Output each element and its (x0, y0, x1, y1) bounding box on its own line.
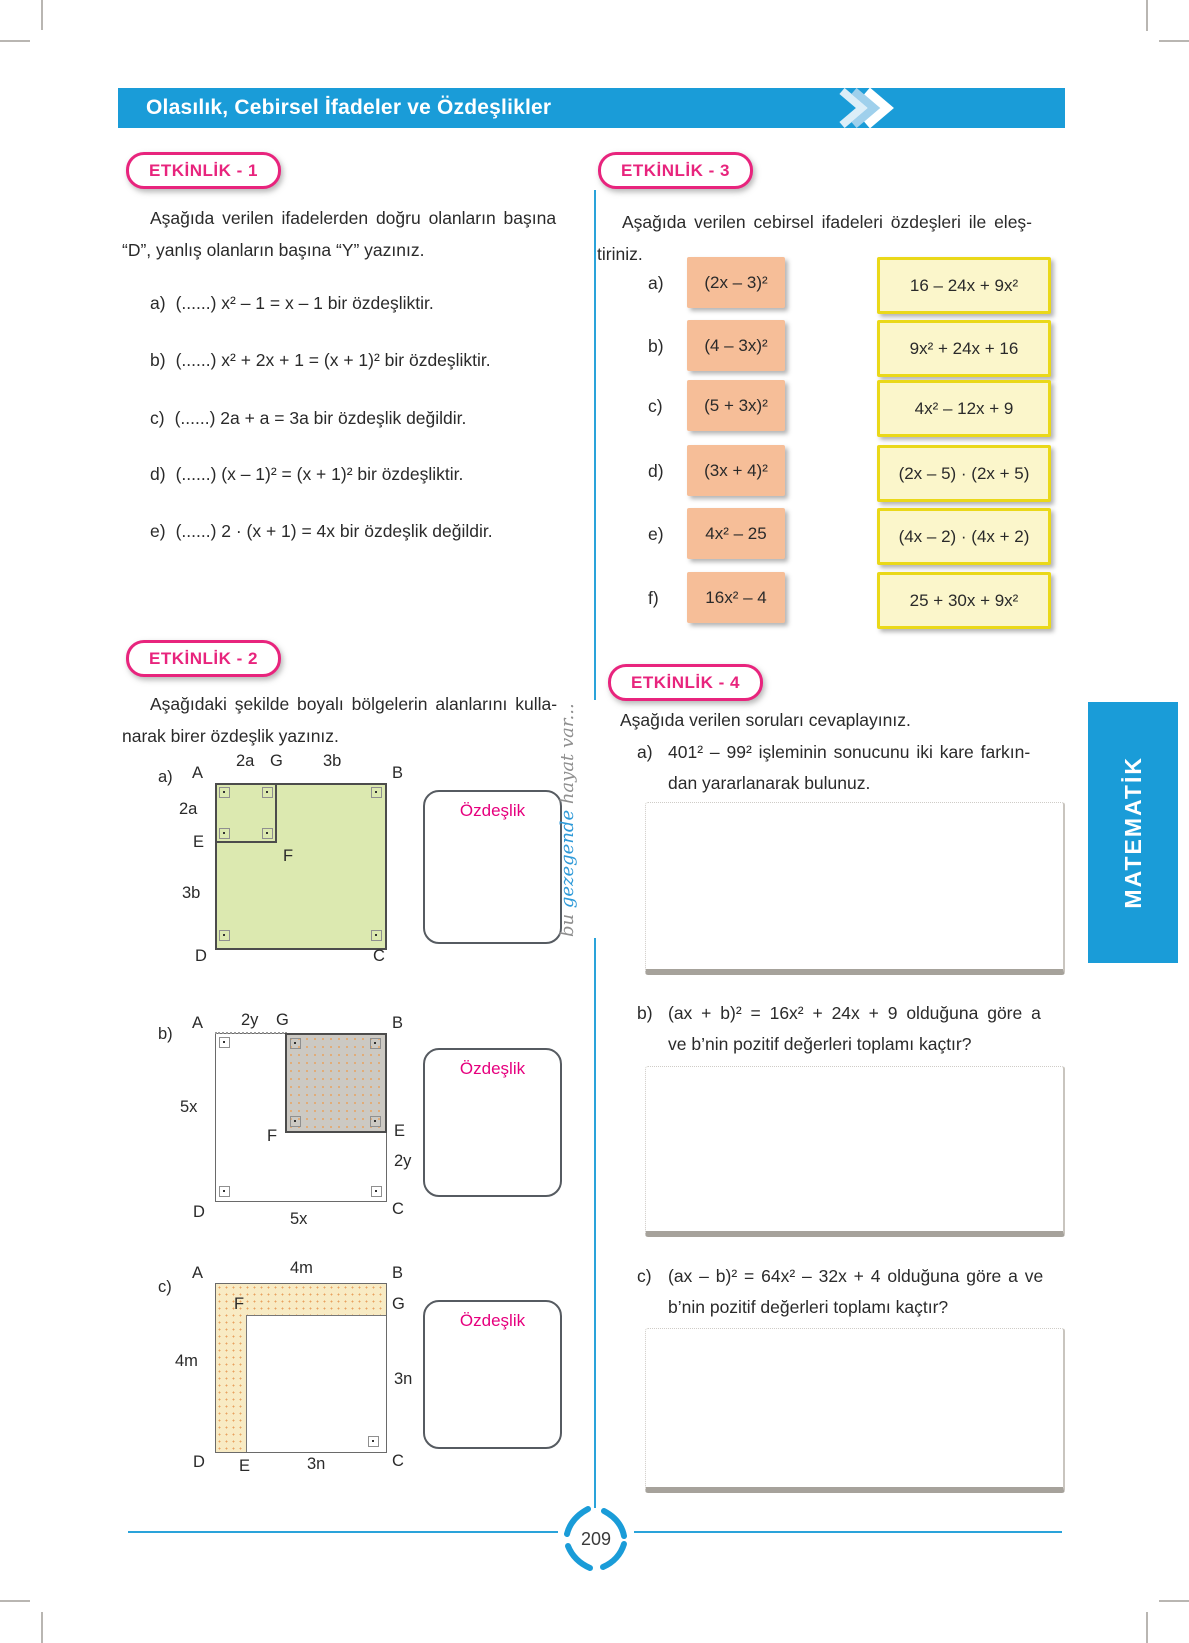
tf-item-e (150, 521, 493, 542)
expression-text: (4 – 3x)² (704, 335, 768, 355)
match-option-2[interactable] (877, 320, 1051, 377)
crop-mark (0, 40, 30, 42)
crop-mark (41, 1612, 43, 1643)
question-b-line2: ve b’nin pozitif değerleri toplamı kaçtır? (668, 1034, 972, 1054)
figure-a-label: a) (158, 768, 173, 786)
vertex-F: F (267, 1127, 278, 1145)
right-angle-icon (371, 930, 382, 941)
len-5x-left: 5x (180, 1098, 198, 1116)
match-expression-d[interactable] (687, 445, 785, 496)
vertex-A: A (192, 764, 204, 782)
match-text: (2x – 5) · (2x + 5) (898, 463, 1030, 483)
activity-3-title: ETKİNLİK - 3 (621, 161, 730, 180)
page-title: Olasılık, Cebirsel İfadeler ve Özdeşlikler (146, 96, 552, 119)
len-3b-left: 3b (182, 884, 201, 902)
len-2y-top: 2y (241, 1011, 259, 1029)
page-number-badge (558, 1501, 634, 1577)
crop-mark (0, 1600, 30, 1602)
expression-text: 16x² – 4 (705, 587, 767, 607)
len-2y-right: 2y (394, 1152, 412, 1170)
question-b-line1: (ax + b)² = 16x² + 24x + 9 olduğuna göre a (668, 1003, 1041, 1023)
figure-b-dotted-edge (215, 1032, 287, 1034)
crop-mark (1159, 40, 1189, 42)
len-2a-left: 2a (179, 800, 198, 818)
right-angle-icon (370, 1038, 381, 1049)
item-text: (......) x² – 1 = x – 1 bir özdeşliktir. (175, 293, 434, 313)
margin-note (557, 697, 578, 937)
len-4m-top: 4m (290, 1259, 313, 1277)
identity-answer-box-a[interactable] (423, 790, 562, 944)
figure-c-inner-square (246, 1315, 386, 1452)
match-text: 25 + 30x + 9x² (909, 590, 1019, 610)
vertex-G: G (392, 1295, 405, 1313)
len-4m-left: 4m (175, 1352, 198, 1370)
expression-text: 4x² – 25 (705, 523, 767, 543)
question-c-line2: b’nin pozitif değerleri toplamı kaçtır? (668, 1297, 949, 1317)
identity-answer-box-b[interactable] (423, 1048, 562, 1197)
right-angle-icon (262, 828, 273, 839)
answer-area-a[interactable] (645, 802, 1065, 975)
len-3b-top: 3b (323, 752, 342, 770)
item-text: (......) x² + 2x + 1 = (x + 1)² bir özdeşliktir. (175, 350, 491, 370)
figure-b-label: b) (158, 1025, 173, 1043)
match-option-1[interactable] (877, 257, 1051, 314)
vertex-D: D (193, 1203, 205, 1221)
tf-item-b (150, 350, 491, 371)
match-row-label: d) (648, 461, 664, 481)
question-a-line2: dan yararlanarak bulunuz. (668, 773, 871, 793)
match-option-4[interactable] (877, 445, 1051, 502)
footer-rule-left (128, 1531, 558, 1533)
len-3n-right: 3n (394, 1370, 413, 1388)
identity-box-label: Özdeşlik (459, 801, 526, 820)
right-angle-icon (371, 787, 382, 798)
question-b-label: b) (637, 1003, 653, 1023)
chapter-header-bar (118, 88, 1065, 128)
activity-3-badge (598, 152, 753, 189)
subject-side-tab (1088, 702, 1178, 963)
crop-mark (1146, 0, 1148, 31)
item-text: (......) (x – 1)² = (x + 1)² bir özdeşliktir. (175, 464, 464, 484)
vertex-E: E (239, 1457, 251, 1475)
len-3n-bottom: 3n (307, 1455, 326, 1473)
right-angle-icon (219, 1037, 230, 1048)
activity-3-intro-line1: Aşağıda verilen cebirsel ifadeleri özdeşleri ile eleş- (622, 212, 1032, 232)
activity-2-intro-line1: Aşağıdaki şekilde boyalı bölgelerin alanlarını kulla- (150, 694, 558, 714)
answer-area-b[interactable] (645, 1066, 1065, 1237)
item-label: a) (150, 293, 166, 313)
vertex-E: E (394, 1122, 406, 1140)
activity-1-intro-line1: Aşağıda verilen ifadelerden doğru olanların başına (150, 208, 557, 228)
identity-box-label: Özdeşlik (459, 1311, 526, 1330)
expression-text: (3x + 4)² (704, 460, 768, 480)
vertex-C: C (392, 1200, 404, 1218)
margin-note-word-blue: gezegende (557, 809, 578, 909)
activity-4-title: ETKİNLİK - 4 (631, 673, 740, 692)
item-label: b) (150, 350, 166, 370)
subject-tab-label: MATEMATİK (1119, 756, 1146, 909)
page-number: 209 (580, 1528, 612, 1549)
vertex-B: B (392, 1014, 404, 1032)
match-text: 4x² – 12x + 9 (914, 398, 1014, 418)
len-2a-top: 2a (236, 752, 255, 770)
activity-2-intro-line2: narak birer özdeşlik yazınız. (122, 726, 339, 746)
activity-3-intro-line2: tiriniz. (597, 244, 643, 264)
activity-1-intro-line2: “D”, yanlış olanların başına “Y” yazınız. (122, 240, 425, 260)
right-angle-icon (370, 1116, 381, 1127)
item-text: (......) 2 · (x + 1) = 4x bir özdeşlik değildir. (175, 521, 493, 541)
match-row-label: b) (648, 336, 664, 356)
identity-answer-box-c[interactable] (423, 1300, 562, 1449)
question-a-label: a) (637, 742, 653, 762)
vertex-F: F (283, 847, 294, 865)
match-expression-f[interactable] (687, 572, 785, 623)
activity-2-badge (126, 640, 281, 677)
item-text: (......) 2a + a = 3a bir özdeşlik değildir. (174, 408, 467, 428)
right-angle-icon (219, 787, 230, 798)
tf-item-c (150, 408, 466, 429)
activity-1-title: ETKİNLİK - 1 (149, 161, 258, 180)
right-angle-icon (290, 1116, 301, 1127)
vertex-G: G (270, 752, 283, 770)
match-option-5[interactable] (877, 508, 1051, 565)
activity-2-title: ETKİNLİK - 2 (149, 649, 258, 668)
chevron-right-icon (836, 88, 916, 128)
right-angle-icon (219, 828, 230, 839)
match-text: (4x – 2) · (4x + 2) (898, 526, 1030, 546)
vertex-A: A (192, 1014, 204, 1032)
column-divider (594, 190, 596, 700)
right-angle-icon (219, 930, 230, 941)
identity-box-label: Özdeşlik (459, 1059, 526, 1078)
crop-mark (1159, 1600, 1189, 1602)
crop-mark (1146, 1612, 1148, 1643)
question-a-line1: 401² – 99² işleminin sonucunu iki kare farkın- (668, 742, 1031, 762)
vertex-C: C (392, 1452, 404, 1470)
activity-4-intro: Aşağıda verilen soruları cevaplayınız. (620, 710, 911, 730)
match-expression-b[interactable] (687, 320, 785, 371)
vertex-C: C (373, 947, 385, 965)
right-angle-icon (219, 1186, 230, 1197)
match-expression-c[interactable] (687, 380, 785, 431)
right-angle-icon (262, 787, 273, 798)
expression-text: (2x – 3)² (704, 272, 768, 292)
match-row-label: a) (648, 273, 664, 293)
margin-note-word: hayat var... (557, 703, 578, 810)
column-divider (594, 938, 596, 1508)
vertex-G: G (276, 1011, 289, 1029)
answer-area-c[interactable] (645, 1328, 1065, 1493)
right-angle-icon (371, 1186, 382, 1197)
vertex-F: F (234, 1295, 245, 1313)
match-expression-e[interactable] (687, 508, 785, 559)
figure-c-label: c) (158, 1278, 172, 1296)
match-expression-a[interactable] (687, 257, 785, 308)
expression-text: (5 + 3x)² (704, 395, 768, 415)
match-option-6[interactable] (877, 572, 1051, 629)
len-5x-bottom: 5x (290, 1210, 308, 1228)
right-angle-icon (290, 1038, 301, 1049)
vertex-B: B (392, 764, 404, 782)
activity-1-badge (126, 152, 281, 189)
item-label: e) (150, 521, 166, 541)
margin-note-word: bu (557, 908, 578, 937)
vertex-A: A (192, 1264, 204, 1282)
vertex-B: B (392, 1264, 404, 1282)
vertex-E: E (193, 833, 205, 851)
tf-item-a (150, 293, 434, 314)
item-label: d) (150, 464, 166, 484)
footer-rule-right (634, 1531, 1062, 1533)
activity-4-badge (608, 664, 763, 701)
crop-mark (41, 0, 43, 30)
right-angle-icon (368, 1436, 379, 1447)
match-text: 9x² + 24x + 16 (909, 338, 1019, 358)
vertex-D: D (193, 1453, 205, 1471)
match-option-3[interactable] (877, 380, 1051, 437)
item-label: c) (150, 408, 165, 428)
tf-item-d (150, 464, 463, 485)
vertex-D: D (195, 947, 207, 965)
match-row-label: e) (648, 524, 664, 544)
question-c-label: c) (637, 1266, 652, 1286)
match-row-label: f) (648, 588, 659, 608)
match-text: 16 – 24x + 9x² (909, 275, 1019, 295)
match-row-label: c) (648, 396, 663, 416)
question-c-line1: (ax – b)² = 64x² – 32x + 4 olduğuna göre a ve (668, 1266, 1044, 1286)
